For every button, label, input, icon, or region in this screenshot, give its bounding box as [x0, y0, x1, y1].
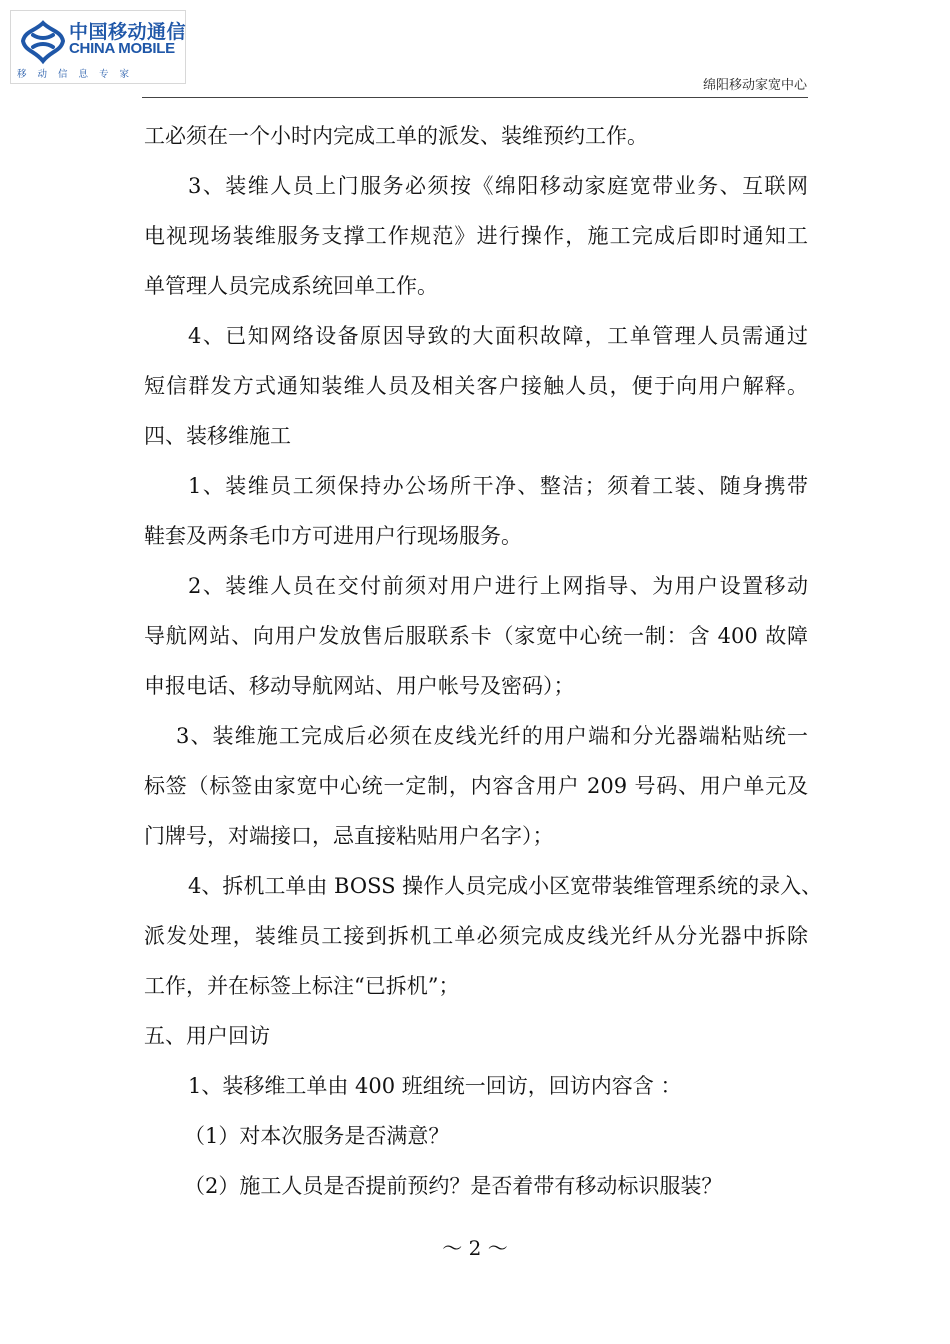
- body-line: 4、已知网络设备原因导致的大面积故障，工单管理人员需通过: [188, 324, 808, 348]
- body-line: （1）对本次服务是否满意？: [184, 1124, 450, 1148]
- body-line: 1、装移维工单由 400 班组统一回访，回访内容含 ：: [188, 1074, 682, 1098]
- body-line: （2）施工人员是否提前预约？是否着带有移动标识服装？: [184, 1174, 723, 1198]
- header-title: 绵阳移动家宽中心: [702, 78, 807, 93]
- document-body: [144, 111, 823, 1211]
- body-line: 3、装维人员上门服务必须按《绵阳移动家庭宽带业务、互联网: [188, 174, 808, 198]
- body-line: 短信群发方式通知装维人员及相关客户接触人员，便于向用户解释。: [144, 374, 808, 398]
- section-heading: 五、用户回访: [144, 1024, 270, 1048]
- body-line: 标签（标签由家宽中心统一定制，内容含用户 209 号码、用户单元及: [144, 774, 808, 798]
- china-mobile-logo-icon: [17, 17, 69, 67]
- body-line: 派发处理，装维员工接到拆机工单必须完成皮线光纤从分光器中拆除: [144, 924, 808, 948]
- body-line: 3、装维施工完成后必须在皮线光纤的用户端和分光器端粘贴统一: [176, 724, 808, 748]
- logo-english-name: CHINA MOBILE: [69, 40, 175, 57]
- body-line: 单管理人员完成系统回单工作。: [144, 274, 438, 298]
- logo-chinese-name: 中国移动通信: [69, 21, 187, 43]
- body-line: 2、装维人员在交付前须对用户进行上网指导、为用户设置移动: [188, 574, 808, 598]
- section-heading: 四、装移维施工: [144, 424, 291, 448]
- body-line: 申报电话、移动导航网站、用户帐号及密码）；: [144, 674, 575, 698]
- logo-slogan: 移动信息专家: [17, 69, 141, 80]
- page-number: ～ 2 ～: [442, 1236, 508, 1260]
- china-mobile-logo: [10, 10, 186, 84]
- body-line: 电视现场装维服务支撑工作规范》进行操作，施工完成后即时通知工: [144, 224, 808, 248]
- header-divider: [142, 97, 808, 98]
- body-line: 导航网站、向用户发放售后服联系卡（家宽中心统一制：含 400 故障: [144, 624, 808, 648]
- body-line: 鞋套及两条毛巾方可进用户行现场服务。: [144, 524, 522, 548]
- body-line: 门牌号，对端接口，忌直接粘贴用户名字）；: [144, 824, 554, 848]
- body-line: 工必须在一个小时内完成工单的派发、装维预约工作。: [144, 124, 648, 148]
- body-line: 1、装维员工须保持办公场所干净、整洁；须着工装、随身携带: [188, 474, 808, 498]
- body-line: 4、拆机工单由 BOSS 操作人员完成小区宽带装维管理系统的录入、: [188, 874, 823, 898]
- body-line: 工作，并在标签上标注“已拆机”；: [144, 974, 460, 998]
